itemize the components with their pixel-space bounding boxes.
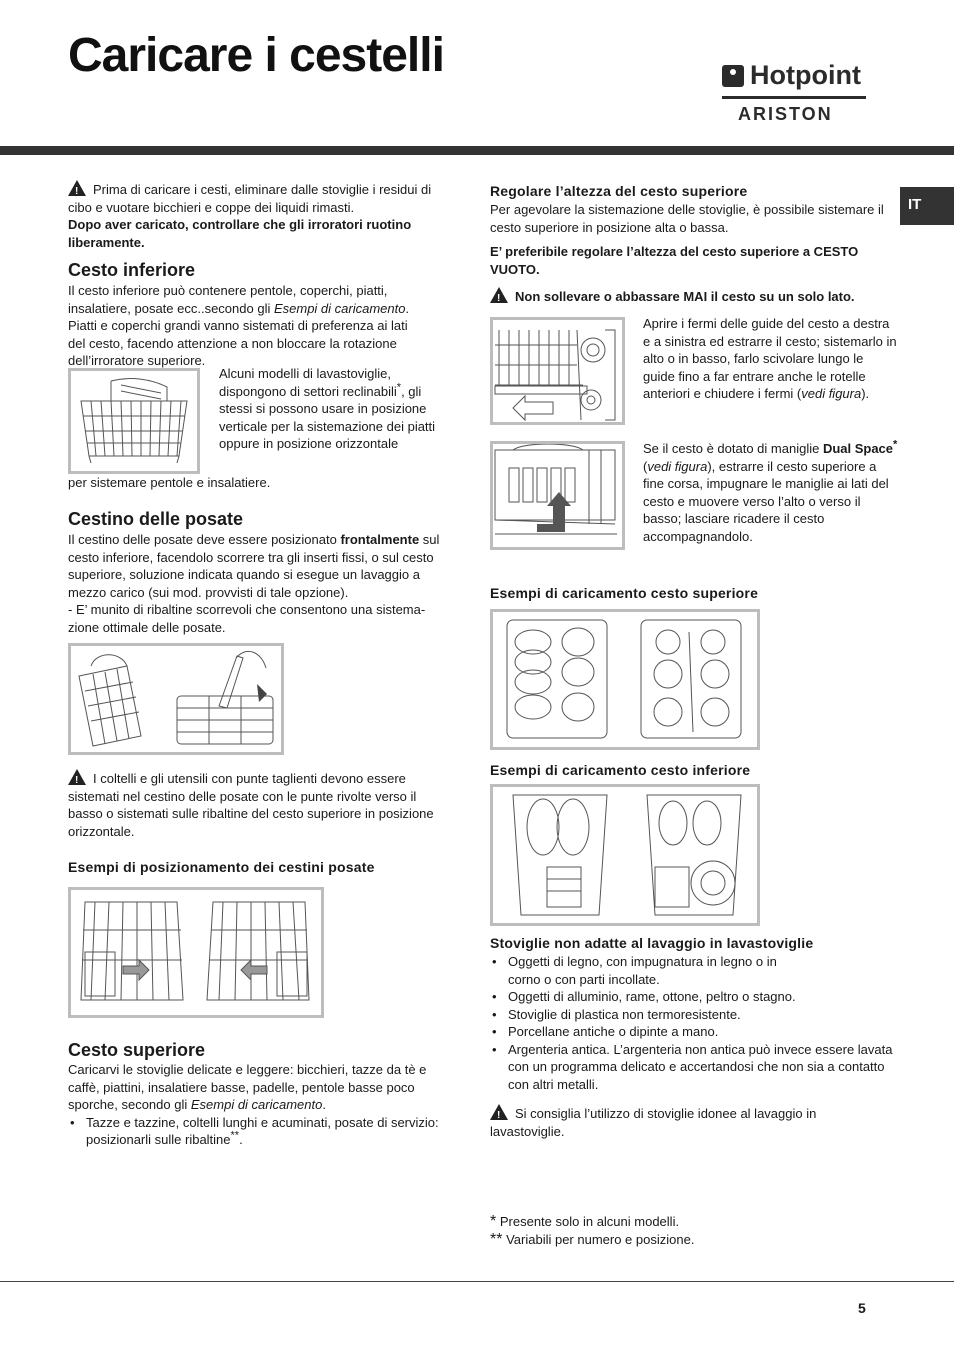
list-item: • Porcellane antiche o dipinte a mano. xyxy=(490,1023,895,1041)
regolare-warning: !Non sollevare o abbassare MAI il cesto su un solo lato. xyxy=(490,287,895,306)
warning-icon xyxy=(68,769,86,785)
footnote: * Presente solo in alcuni modelli. xyxy=(490,1213,680,1230)
heading-cesto-superiore: Cesto superiore xyxy=(68,1040,206,1060)
basket-rails-figure xyxy=(490,317,625,425)
cutlery-basket-figure xyxy=(68,643,284,755)
logo-mark-icon xyxy=(722,65,744,87)
heading-esempi-inferiore: Esempi di caricamento cesto inferiore xyxy=(490,762,751,778)
list-item: • Oggetti di legno, con impugnatura in legno o in corno o con parti incollate. xyxy=(490,953,895,988)
footer-divider xyxy=(0,1281,954,1282)
cesto-inferiore-end: per sistemare pentole e insalatiere. xyxy=(68,475,271,490)
warning-icon xyxy=(490,287,508,303)
page-number: 5 xyxy=(858,1300,866,1316)
stoviglie-advice: !Si consiglia l’utilizzo di stoviglie idonee al lavaggio in lavastoviglie. xyxy=(490,1104,890,1140)
upper-basket-examples-figure xyxy=(490,609,760,750)
cesto-superiore-list xyxy=(68,1114,453,1149)
stoviglie-non-adatte-list xyxy=(490,953,895,1093)
lower-basket-figure xyxy=(68,368,200,474)
cesto-superiore-text: Caricarvi le stoviglie delicate e leggere: bicchieri, tazze da tè e caffè, piattini, insalatiere basse, padelle, pentole basse poco sporche, secondo gli Esempi di caricamento. • Tazze e tazzine, coltelli lunghi e acuminati, posate di servizio: posizionarli sulle ribaltine**. xyxy=(68,1061,453,1149)
list-item: • Stoviglie di plastica non termoresistente. xyxy=(490,1006,895,1024)
lower-basket-examples-figure xyxy=(490,784,760,926)
list-item: • Tazze e tazzine, coltelli lunghi e acuminati, posate di servizio: posizionarli sulle ribaltine**. xyxy=(68,1114,453,1149)
knives-warning: !I coltelli e gli utensili con punte taglienti devono essere sistemati nel cestino delle posate con le punte rivolte verso il basso o sistemati sulle ribaltine del cesto superiore in posizione orizzontale. xyxy=(68,769,453,840)
regolare-bold-text: E’ preferibile regolare l’altezza del cesto superiore a CESTO VUOTO. xyxy=(490,244,859,277)
cesto-inferiore-text: Il cesto inferiore può contenere pentole, coperchi, piatti, insalatiere, posate ecc..secondo gli Esempi di caricamento. Piatti e coperchi grandi vanno sistemati di preferenza ai lati del cesto, facendo attenzione a non bloccare la rotazione dell’irroratore superiore. xyxy=(68,283,410,368)
heading-cesto-inferiore: Cesto inferiore xyxy=(68,260,196,280)
intro-warning xyxy=(68,180,453,251)
cestino-posate-text: Il cestino delle posate deve essere posizionato frontalmente sul cesto inferiore, facendolo scorrere tra gli inserti fissi, o sul cesto superiore, soluzione indicata quando si esegue un lavaggio a mezzo carico (sui mod. provvisti di tale opzione). - E’ munito di ribaltine scorrevoli che consentono una sistema-zione ottimale delle posate. xyxy=(68,532,440,635)
heading-stoviglie-non-adatte: Stoviglie non adatte al lavaggio in lavastoviglie xyxy=(490,935,814,951)
reclinable-text: Alcuni modelli di lavastoviglie, dispongono di settori reclinabili*, gli stessi si possono usare in posizione verticale per la sistemazione dei piatti oppure in posizione orizzontale xyxy=(219,366,436,451)
page-title: Caricare i cestelli xyxy=(68,29,444,82)
list-item: • Argenteria antica. L’argenteria non antica può invece essere lavata con un programma delicato e accertandosi che non sia a contatto con altri metalli. xyxy=(490,1041,895,1094)
logo-top-text: Hotpoint xyxy=(750,60,861,90)
heading-cestino-posate: Cestino delle posate xyxy=(68,509,244,529)
heading-regolare-altezza: Regolare l’altezza del cesto superiore xyxy=(490,183,748,199)
rails-instructions: Aprire i fermi delle guide del cesto a destra e a sinistra ed estrarre il cesto; sistemarlo in alto o in basso, farlo scivolare lungo le guide fino a far entrare anche le rotelle anteriori e chiudere i fermi (vedi figura). xyxy=(643,316,897,401)
hotpoint-ariston-logo xyxy=(722,60,868,130)
intro-bold-text: Dopo aver caricato, controllare che gli irroratori ruotino liberamente. xyxy=(68,217,412,250)
list-item: • Oggetti di alluminio, rame, ottone, peltro o stagno. xyxy=(490,988,895,1006)
footnotes xyxy=(490,1213,890,1248)
heading-esempi-posizionamento: Esempi di posizionamento dei cestini posate xyxy=(68,859,375,875)
regolare-text: Per agevolare la sistemazione delle stoviglie, è possibile sistemare il cesto superiore in posizione alta o bassa. xyxy=(490,202,884,235)
stoviglie-list-block xyxy=(490,953,895,1093)
intro-text: Prima di caricare i cesti, eliminare dalle stoviglie i residui di cibo e vuotare bicchieri e coppe dei liquidi rimasti. xyxy=(68,182,432,215)
footnote: ** Variabili per numero e posizione. xyxy=(490,1230,695,1248)
header-divider xyxy=(0,146,954,155)
dual-space-instructions: Se il cesto è dotato di maniglie Dual Space* (vedi figura), estrarre il cesto superiore a fine corsa, impugnare le maniglie ai lati del cesto e muovere verso l’alto o verso il basso; lasciare ricadere il cesto accompagnandolo. xyxy=(643,438,898,544)
logo-bottom-text: ARISTON xyxy=(738,104,833,124)
warning-icon xyxy=(68,180,86,196)
warning-icon xyxy=(490,1104,508,1120)
language-tab: IT xyxy=(900,187,954,225)
heading-esempi-superiore: Esempi di caricamento cesto superiore xyxy=(490,585,759,601)
dual-space-figure xyxy=(490,441,625,550)
cutlery-position-figure xyxy=(68,887,324,1018)
